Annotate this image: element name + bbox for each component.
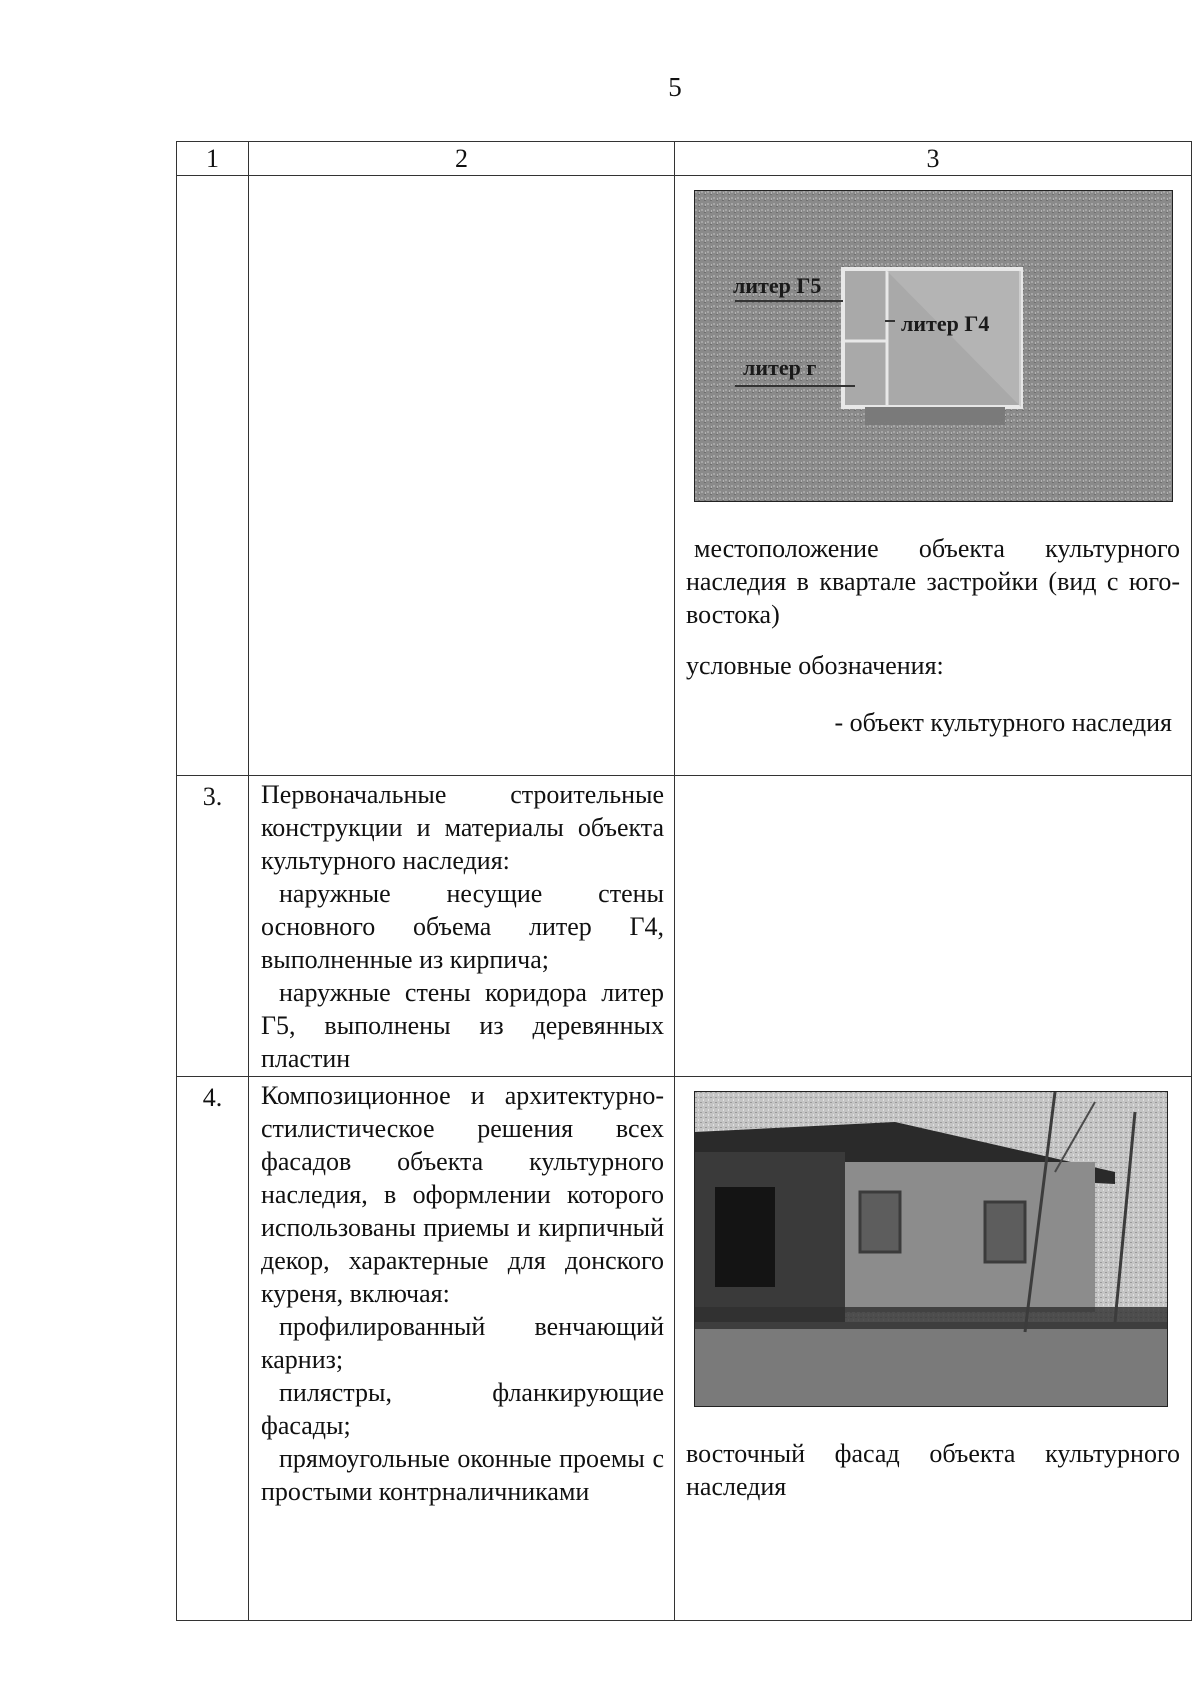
- header-col-1: 1: [177, 142, 249, 176]
- row-number: [177, 176, 249, 776]
- header-col-2: 2: [249, 142, 675, 176]
- description-paragraph: наружные несущие стены основного объема литер Г4, выполненные из кирпича;: [261, 879, 664, 974]
- row-number: 4.: [177, 1077, 249, 1621]
- page-number: 5: [668, 72, 682, 102]
- row-number: 3.: [177, 776, 249, 1077]
- description-paragraph: пилястры, фланкирующие фасады;: [261, 1378, 664, 1440]
- header-col-3: 3: [675, 142, 1192, 176]
- table-header-row: [177, 142, 1192, 176]
- legend-title: условные обозначения:: [686, 651, 944, 680]
- illustration-cell: [675, 176, 1192, 776]
- east-facade-photo: [694, 1091, 1168, 1407]
- empty-illustration-cell: [675, 776, 1192, 1077]
- aerial-photo-caption: местоположение объекта культурного наследия в квартале застройки (вид с юго-востока): [686, 534, 1180, 629]
- empty-description-cell: [249, 176, 675, 776]
- legend-item: - объект культурного наследия: [834, 708, 1172, 737]
- description-paragraph: прямоугольные оконные проемы с простыми контрналичниками: [261, 1444, 664, 1506]
- description-paragraph: Композиционное и архитектурно-стилистическое решения всех фасадов объекта культурного наследия, в оформлении которого использованы приемы и кирпичный декор, характерные для донского куреня, включая:: [261, 1081, 664, 1308]
- heritage-table: [176, 141, 1192, 1621]
- photo-label-g: литер г: [743, 355, 817, 380]
- description-cell: [249, 1077, 675, 1621]
- facade-photo-caption: восточный фасад объекта культурного наследия: [686, 1439, 1180, 1501]
- photo-label-g5: литер Г5: [733, 273, 822, 298]
- table-row: [177, 176, 1192, 776]
- description-paragraph: наружные стены коридора литер Г5, выполнены из деревянных пластин: [261, 978, 664, 1073]
- table-row: [177, 776, 1192, 1077]
- aerial-site-photo: [694, 190, 1173, 502]
- description-paragraph: профилированный венчающий карниз;: [261, 1312, 664, 1374]
- photo-label-g4: литер Г4: [901, 311, 990, 336]
- description-paragraph: Первоначальные строительные конструкции и материалы объекта культурного наследия:: [261, 780, 664, 875]
- table-row: [177, 1077, 1192, 1621]
- illustration-cell: [675, 1077, 1192, 1621]
- description-cell: [249, 776, 675, 1077]
